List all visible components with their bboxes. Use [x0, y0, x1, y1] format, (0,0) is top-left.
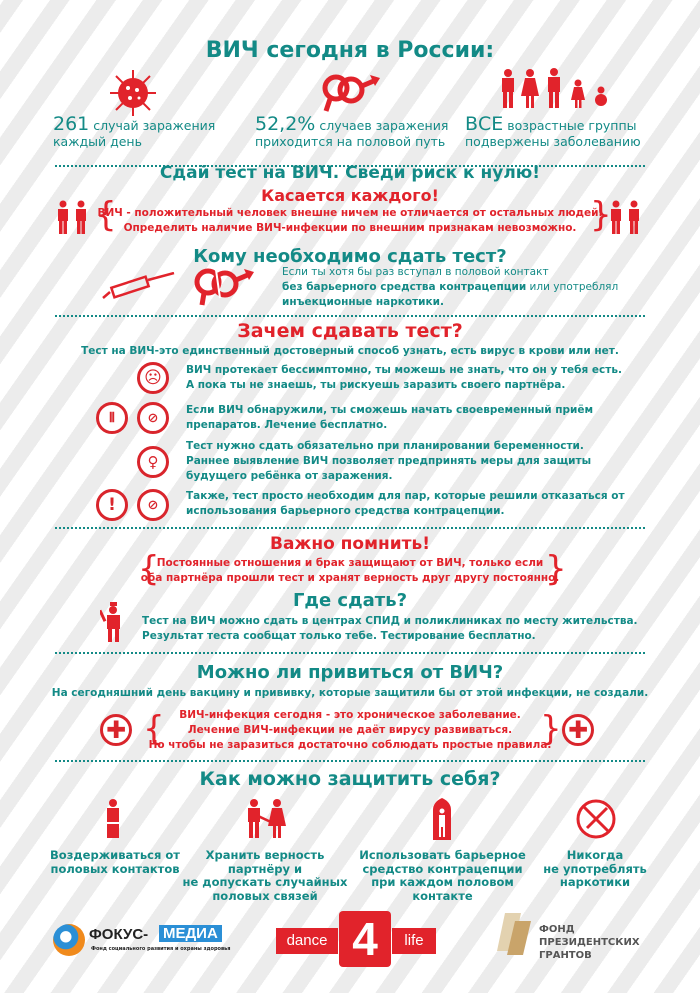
no-money-icon: ⊘: [137, 402, 169, 434]
logo-text: ПРЕЗИДЕНТСКИХ: [539, 937, 640, 948]
text-line: половых контактов: [50, 861, 180, 876]
logo-text: МЕДИА: [159, 925, 222, 942]
text-line: половых связей: [212, 888, 318, 903]
syringe-icon: [100, 272, 176, 304]
dance4life-logo: [276, 911, 436, 967]
why-title: Зачем сдавать тест?: [237, 320, 463, 342]
brace-right: }: [590, 195, 612, 235]
stat-text: подвержены заболеванию: [465, 134, 641, 149]
logo-text: ФОНД: [539, 924, 575, 935]
text-line: не употреблять: [543, 861, 647, 876]
globe-icon: [53, 924, 85, 956]
fokus-media-logo: [53, 922, 233, 958]
text-line: использования барьерного средства контрацепции.: [186, 505, 505, 517]
concerns-title: Касается каждого!: [261, 186, 439, 205]
where-title: Где сдать?: [292, 590, 408, 611]
text-line: контакте: [412, 888, 473, 903]
vaccine-sub: На сегодняшний день вакцину и прививку, которые защитили бы от этой инфекции, не создали.: [51, 687, 649, 699]
text-line: Лечение ВИЧ-инфекции не даёт вирусу развиваться.: [187, 724, 513, 736]
divider: [55, 527, 645, 529]
virus-icon: [110, 70, 156, 116]
remember-text: [0, 556, 700, 586]
logo-text: ГРАНТОВ: [539, 950, 592, 961]
logo-subtitle: Фонд социального развития и охраны здоровья: [91, 946, 231, 952]
who-text: [282, 265, 618, 310]
logo-text: ФОКУС-: [89, 926, 149, 943]
logo-text: 4: [339, 911, 391, 967]
why-item: [186, 363, 622, 393]
text-line: оба партнёра прошли тест и хранят верность друг другу постоянно.: [140, 572, 560, 584]
brace-right: }: [545, 549, 567, 589]
condom-icon: [432, 798, 452, 842]
stat-value: 261: [53, 113, 90, 135]
text-line: Хранить верность: [205, 848, 325, 862]
stat-daily-infections: [53, 113, 216, 150]
divider: [55, 315, 645, 317]
text-line: партнёру и: [227, 861, 303, 876]
stat-text: возрастные группы: [503, 118, 637, 133]
medical-cross-icon: ✚: [562, 714, 594, 746]
sad-face-icon: ☹: [137, 362, 169, 394]
exclamation-icon: !: [96, 489, 128, 521]
text-line: Раннее выявление ВИЧ позволяет предпринять меры для защиты: [186, 455, 592, 467]
text-line: Использовать барьерное: [359, 848, 526, 862]
text-line: будущего ребёнка от заражения.: [186, 470, 393, 482]
pregnancy-icon: ♀: [137, 446, 169, 478]
broken-gender-icon: [190, 266, 256, 306]
text-bold: инъекционные наркотики.: [282, 296, 444, 308]
doctor-icon: [100, 602, 126, 642]
text-line: Никогда: [566, 848, 624, 862]
protect-item: [535, 849, 655, 890]
no-drugs-icon: [575, 798, 617, 840]
stat-text: каждый день: [53, 134, 142, 149]
logo-text: life: [392, 928, 436, 954]
where-text: [142, 614, 638, 644]
who-title: Кому необходимо сдать тест?: [193, 246, 507, 267]
protect-item: [180, 849, 350, 903]
stat-sexual-transmission: [255, 113, 449, 150]
brace-left: {: [138, 549, 160, 589]
why-item: [186, 439, 591, 484]
protect-item: [355, 849, 530, 903]
page-title: ВИЧ сегодня в России:: [205, 38, 495, 63]
text-bold: без барьерного средства контрацепции: [282, 281, 527, 293]
brace-right: }: [540, 709, 562, 749]
brace-left: {: [95, 195, 117, 235]
gender-symbols-icon: [318, 72, 382, 112]
abstinence-icon: [103, 798, 123, 840]
stat-value: 52,2%: [255, 113, 316, 135]
text-line: ВИЧ протекает бессимптомно, ты можешь не знать, что он у тебя есть.: [186, 364, 622, 376]
text-line: не допускать случайных: [182, 875, 348, 889]
text-line: Постоянные отношения и брак защищают от ВИЧ, только если: [156, 557, 544, 569]
text-line: Если ВИЧ обнаружили, ты сможешь начать своевременный приём: [186, 404, 594, 416]
fund-text: [539, 923, 640, 962]
protect-title: Как можно защитить себя?: [199, 768, 501, 790]
text-line: Тест нужно сдать обязательно при планировании беременности.: [186, 440, 584, 452]
brace-left: {: [143, 709, 165, 749]
text-line: средство контрацепции: [362, 861, 523, 876]
stat-text: приходится на половой путь: [255, 134, 446, 149]
why-item: [186, 489, 625, 519]
text-line: или употреблял: [526, 281, 619, 293]
text-line: Воздерживаться от: [50, 848, 180, 862]
protect-item: [40, 849, 190, 876]
logo-text: dance: [276, 928, 338, 954]
slogan: Сдай тест на ВИЧ. Сведи риск к нулю!: [159, 163, 541, 183]
concerns-text: [0, 206, 700, 236]
no-condom-icon: ⊘: [137, 489, 169, 521]
why-intro: Тест на ВИЧ-это единственный достоверный способ узнать, есть вирус в крови или нет.: [81, 345, 619, 357]
remember-title: Важно помнить!: [269, 534, 431, 554]
text-line: Также, тест просто необходим для пар, которые решили отказаться от: [186, 490, 625, 502]
test-tubes-icon: ⫴: [96, 402, 128, 434]
presidential-grants-logo: [495, 913, 650, 969]
why-item: [186, 403, 593, 433]
couple-icon: [245, 798, 287, 840]
text-line: Определить наличие ВИЧ-инфекции по внешним признакам невозможно.: [123, 222, 577, 234]
medical-cross-icon: ✚: [100, 714, 132, 746]
text-line: Но чтобы не заразиться достаточно соблюдать простые правила.: [148, 739, 552, 751]
text-line: Результат теста сообщат только тебе. Тестирование бесплатно.: [142, 630, 536, 642]
divider: [55, 652, 645, 654]
fund-emblem-icon: [495, 913, 533, 955]
text-line: ВИЧ - положительный человек внешне ничем не отличается от остальных людей.: [97, 207, 603, 219]
stat-value: ВСЕ: [465, 113, 504, 135]
text-line: при каждом половом: [371, 875, 514, 889]
vaccine-text: [0, 708, 700, 753]
vaccine-title: Можно ли привиться от ВИЧ?: [196, 662, 504, 683]
stat-text: случаев заражения: [315, 118, 449, 133]
divider: [55, 760, 645, 762]
text-line: наркотики: [559, 875, 631, 889]
stat-age-groups: [465, 113, 641, 150]
family-icon: [498, 68, 628, 110]
text-line: ВИЧ-инфекция сегодня - это хроническое заболевание.: [179, 709, 521, 721]
stat-text: случай заражения: [89, 118, 216, 133]
text-line: Тест на ВИЧ можно сдать в центрах СПИД и поликлиниках по месту жительства.: [142, 615, 638, 627]
text-line: Если ты хотя бы раз вступал в половой контакт: [282, 266, 549, 278]
text-line: препаратов. Лечение бесплатно.: [186, 419, 388, 431]
text-line: А пока ты не знаешь, ты рискуешь заразить своего партнёра.: [186, 379, 566, 391]
